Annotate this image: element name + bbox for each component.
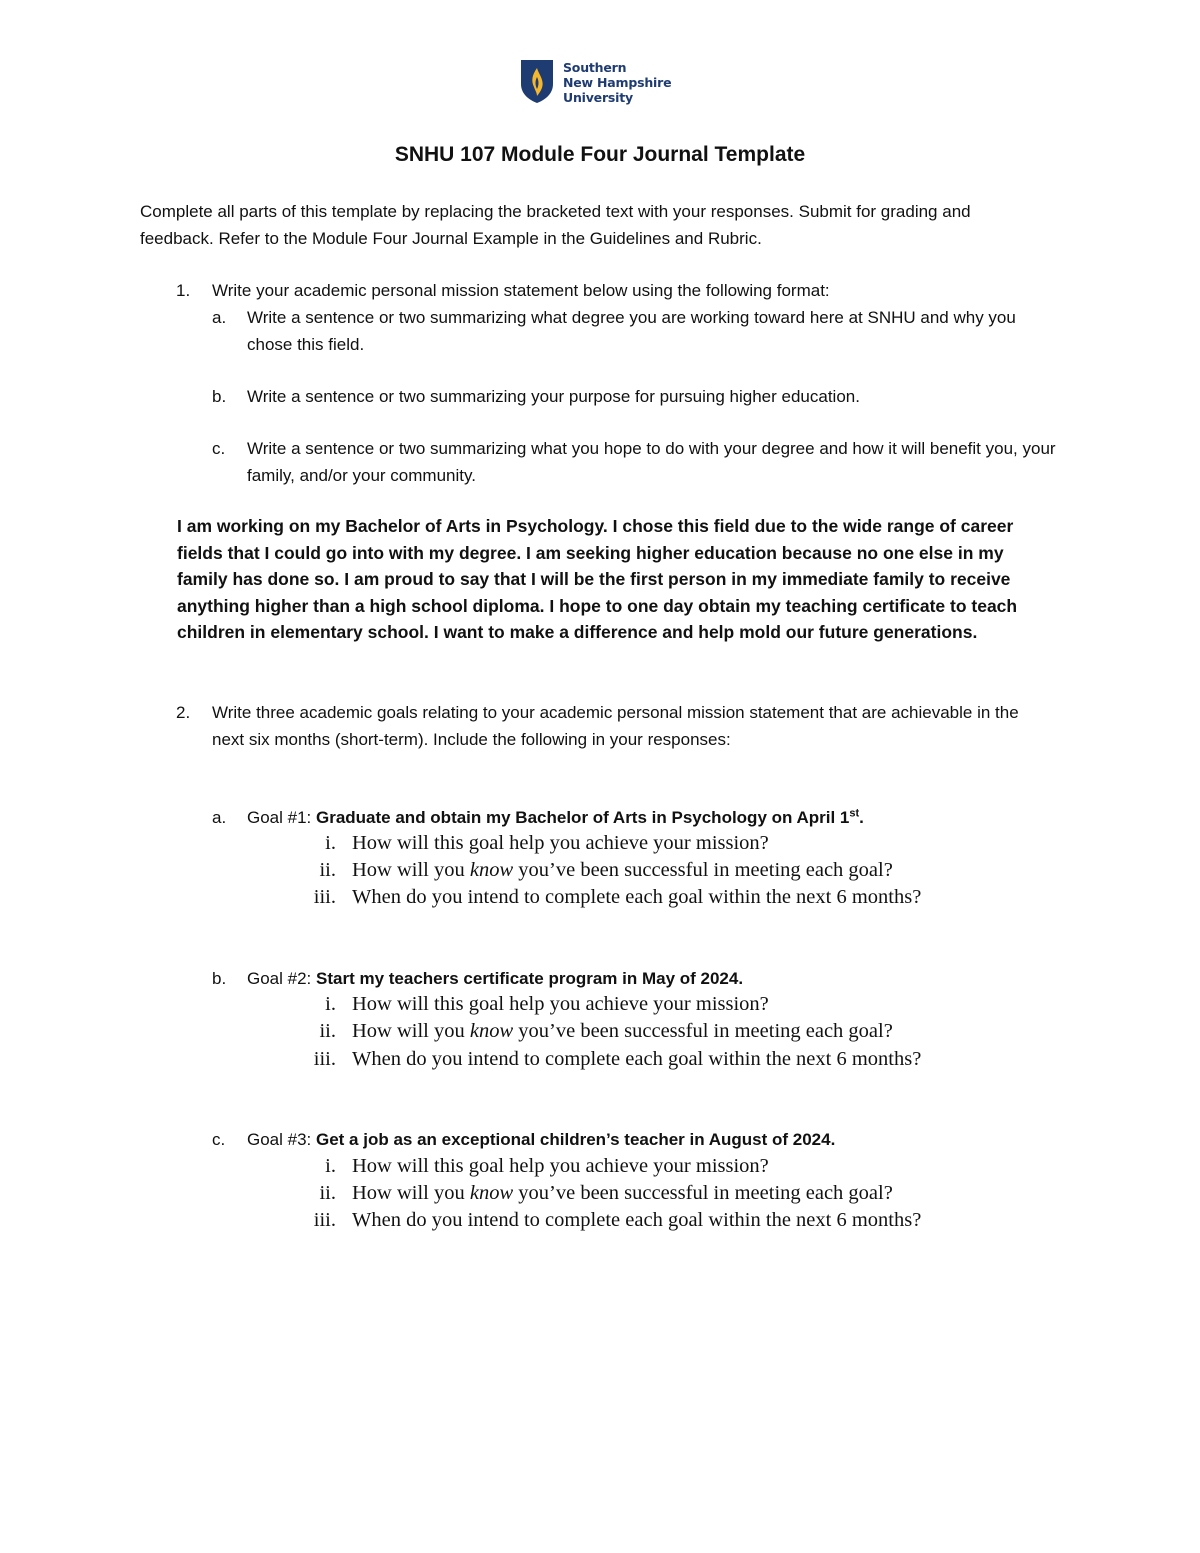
goal-1-sub-ii-b: you’ve been successful in meeting each goal? bbox=[513, 859, 893, 881]
goal-1-marker: a. bbox=[212, 808, 227, 827]
goal-3-sub-iii-num: iii. bbox=[313, 1209, 336, 1231]
goal-3-sub-ii-b: you’ve been successful in meeting each goal? bbox=[513, 1182, 893, 1204]
goal-2-label: Goal #2: bbox=[247, 969, 312, 988]
goal-2-sub-iii: When do you intend to complete each goal within the next 6 months? bbox=[352, 1048, 922, 1070]
goal-2-sub-i: How will this goal help you achieve your mission? bbox=[352, 993, 769, 1015]
logo-wordmark bbox=[563, 60, 671, 105]
q1-number: 1. bbox=[176, 281, 191, 300]
goal-1-sub-iii: When do you intend to complete each goal within the next 6 months? bbox=[352, 886, 922, 908]
goal-2-sub-ii-num: ii. bbox=[319, 1020, 336, 1042]
goal-2-sub-ii-b: you’ve been successful in meeting each goal? bbox=[513, 1020, 893, 1042]
goal-2-end: . bbox=[738, 969, 744, 988]
goal-3-sub-iii: When do you intend to complete each goal within the next 6 months? bbox=[352, 1209, 922, 1231]
q1-item-b-marker: b. bbox=[212, 387, 227, 406]
goal-1-sub-ii-a: How will you bbox=[352, 859, 470, 881]
goal-3-label: Goal #3: bbox=[247, 1130, 312, 1149]
goal-1-sup: st bbox=[849, 807, 860, 820]
goal-1-sub-i-num: i. bbox=[325, 832, 336, 854]
goal-1-label: Goal #1: bbox=[247, 808, 312, 827]
goal-2-sub-ii-em: know bbox=[469, 1020, 514, 1042]
logo-line-1: Southern bbox=[563, 60, 627, 75]
shield-flame-icon bbox=[519, 58, 555, 104]
goal-3-sub-ii-em: know bbox=[469, 1182, 514, 1204]
page-title: SNHU 107 Module Four Journal Template bbox=[394, 143, 806, 166]
goal-3-sub-i: How will this goal help you achieve your mission? bbox=[352, 1155, 769, 1177]
q2-text: Write three academic goals relating to your academic personal mission statement that are achievable in the next six months (short-term). Include the following in your responses: bbox=[212, 703, 1019, 749]
goal-2 bbox=[247, 965, 1147, 992]
goal-1-text: Graduate and obtain my Bachelor of Arts in Psychology on April 1 bbox=[316, 808, 850, 827]
goal-1-sub-iii-num: iii. bbox=[313, 886, 336, 908]
goal-1 bbox=[247, 804, 1147, 831]
logo-line-3: University bbox=[563, 90, 633, 105]
q1-item-c-marker: c. bbox=[212, 439, 226, 458]
mission-statement-answer: I am working on my Bachelor of Arts in Psychology. I chose this field due to the wide range of career fields that I could go into with my degree. I am seeking higher education because no one else in my family has done so. I am proud to say that I will be the first person in my immediate family to receive anything higher than a high school diploma. I hope to one day obtain my teaching certificate to teach children in elementary school. I want to make a difference and help mold our future generations. bbox=[177, 516, 1018, 642]
goal-1-sub-ii-num: ii. bbox=[319, 859, 336, 881]
goal-1-sub-ii bbox=[352, 857, 893, 884]
goal-2-text: Start my teachers certificate program in May of 2024 bbox=[316, 969, 739, 988]
goal-3-sub-i-num: i. bbox=[325, 1155, 336, 1177]
goal-3-sub-ii-a: How will you bbox=[352, 1182, 470, 1204]
goal-3-end: . bbox=[830, 1130, 836, 1149]
logo-line-2: New Hampshire bbox=[563, 75, 672, 90]
intro-paragraph: Complete all parts of this template by replacing the bracketed text with your responses. Submit for grading and feedback. Refer to the Module Four Journal Example in the Guidelines and Rubric. bbox=[140, 202, 971, 248]
goal-1-end: . bbox=[859, 808, 864, 827]
goal-1-sub-i: How will this goal help you achieve your mission? bbox=[352, 832, 769, 854]
q1-item-c-text: Write a sentence or two summarizing what you hope to do with your degree and how it will benefit you, your family, and/or your community. bbox=[247, 439, 1056, 485]
goal-2-sub-ii bbox=[352, 1018, 893, 1045]
q2-number: 2. bbox=[176, 703, 191, 722]
goal-3-sub-ii-num: ii. bbox=[319, 1182, 336, 1204]
goal-3-sub-ii bbox=[352, 1180, 893, 1207]
goal-3-text: Get a job as an exceptional children’s teacher in August of 2024 bbox=[316, 1130, 831, 1149]
goal-2-sub-ii-a: How will you bbox=[352, 1020, 470, 1042]
goal-3 bbox=[247, 1126, 1147, 1153]
university-logo bbox=[519, 58, 671, 105]
q1-item-a-text: Write a sentence or two summarizing what degree you are working toward here at SNHU and why you chose this field. bbox=[247, 308, 1016, 354]
q1-item-a-marker: a. bbox=[212, 308, 227, 327]
goal-2-sub-iii-num: iii. bbox=[313, 1048, 336, 1070]
goal-2-sub-i-num: i. bbox=[325, 993, 336, 1015]
goal-2-marker: b. bbox=[212, 969, 227, 988]
goal-1-sub-ii-em: know bbox=[469, 859, 514, 881]
q1-item-b-text: Write a sentence or two summarizing your purpose for pursuing higher education. bbox=[247, 387, 860, 406]
q1-text: Write your academic personal mission statement below using the following format: bbox=[212, 281, 830, 300]
goal-3-marker: c. bbox=[212, 1130, 226, 1149]
